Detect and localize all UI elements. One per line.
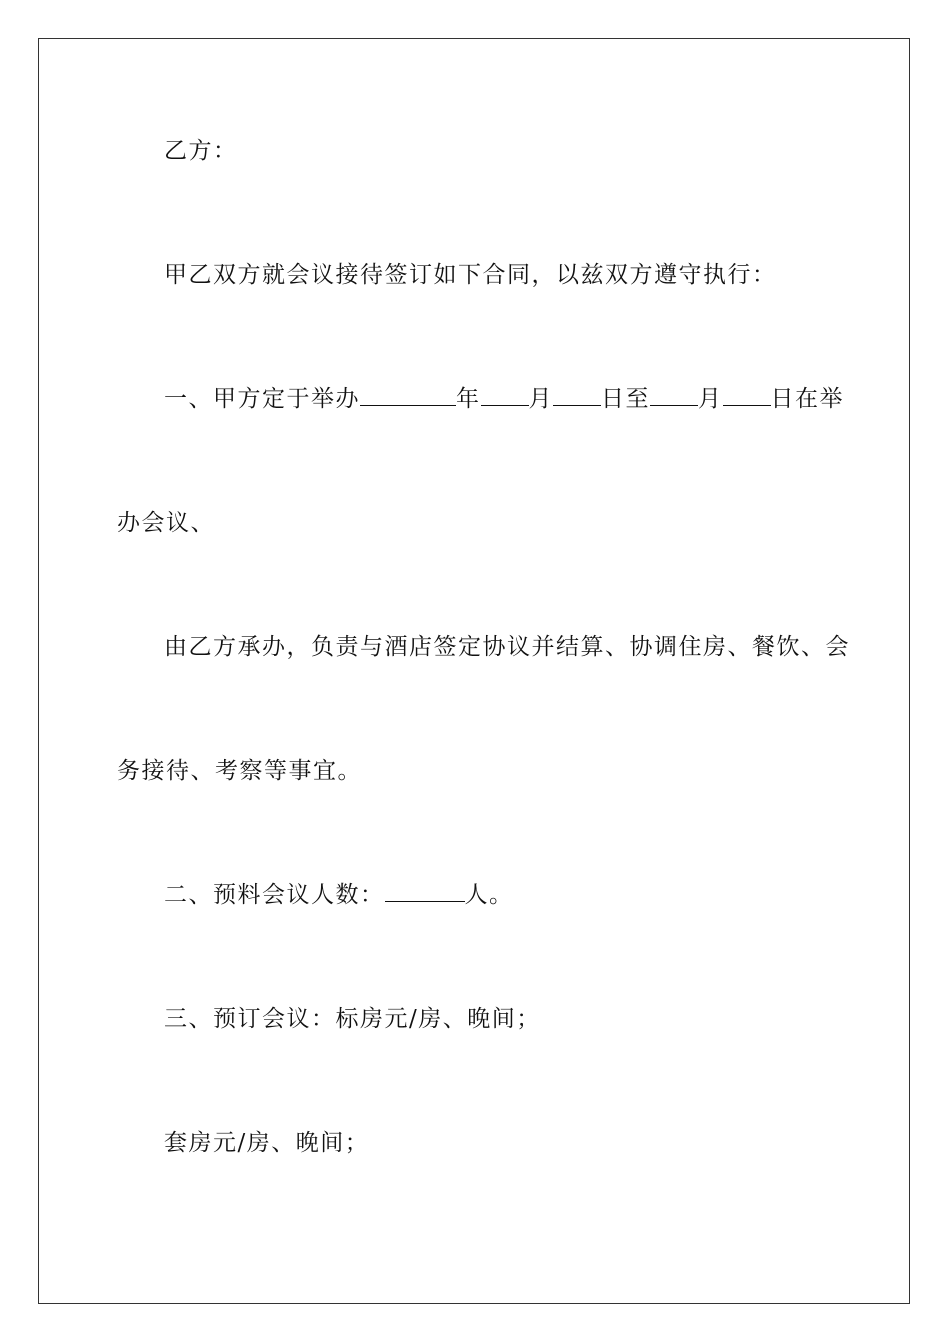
page-border xyxy=(38,38,910,1304)
day-to-label: 日至 xyxy=(601,386,650,412)
clause-1-cont-line-2: 务接待、考察等事宜。 xyxy=(117,758,362,784)
clause-1-line-2: 办会议、 xyxy=(117,510,215,536)
end-month-blank xyxy=(650,385,698,406)
clause-1-cont-line-1: 由乙方承办，负责与酒店签定协议并结算、协调住房、餐饮、会 xyxy=(164,634,850,660)
clause-2-start: 二、预料会议人数： xyxy=(164,882,385,908)
clause-3-line-1: 三、预订会议：标房元/房、晚间； xyxy=(164,1006,541,1032)
clause-1-start: 一、甲方定于举办 xyxy=(164,386,360,412)
contract-intro: 甲乙双方就会议接待签订如下合同，以兹双方遵守执行： xyxy=(164,262,777,288)
month-label-2: 月 xyxy=(698,386,723,412)
year-label: 年 xyxy=(456,386,481,412)
party-b-label: 乙方： xyxy=(164,138,238,164)
day-end-label: 日在举 xyxy=(770,386,844,412)
clause-3-line-2: 套房元/房、晚间； xyxy=(164,1130,370,1156)
start-day-blank xyxy=(553,385,601,406)
clause-1-line-1 xyxy=(164,384,844,414)
clause-2-end: 人。 xyxy=(464,882,514,908)
year-blank xyxy=(360,385,456,406)
start-month-blank xyxy=(481,385,529,406)
month-label-1: 月 xyxy=(528,386,553,412)
clause-2 xyxy=(164,880,514,910)
attendee-count-blank xyxy=(385,881,465,902)
end-day-blank xyxy=(723,385,771,406)
